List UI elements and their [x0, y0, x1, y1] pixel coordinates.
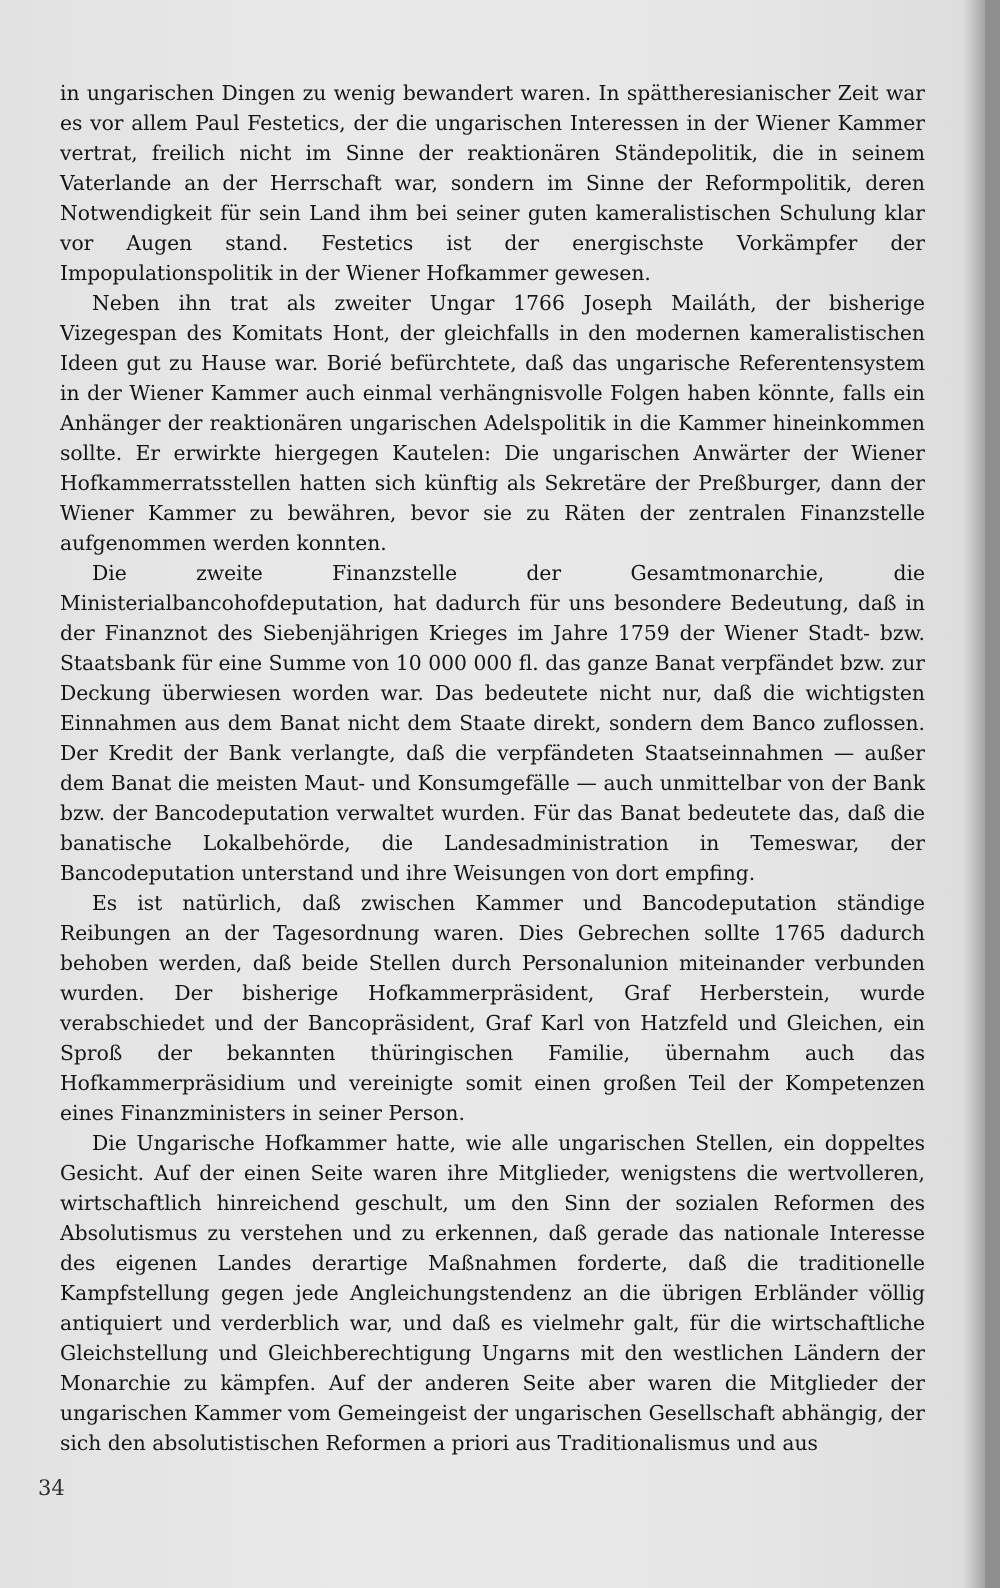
paragraph-1: in ungarischen Dingen zu wenig bewandert waren. In spättheresianischer Zeit war es vor allem Paul Festetics, der die ungarischen Interessen in der Wiener Kammer vertrat, freilich nicht im Sinne der reaktionären Ständepolitik, die in seinem Vaterlande an der Herrschaft war, sondern im Sinne der Reformpolitik, deren Notwendigkeit für sein Land ihm bei seiner guten kameralistischen Schulung klar vor Augen stand. Festetics ist der energischste Vorkämpfer der Impopulationspolitik in der Wiener Hofkammer gewesen. — [60, 81, 925, 285]
page-number: 34 — [38, 1476, 65, 1500]
body-text — [60, 78, 925, 1458]
paragraph-2: Neben ihn trat als zweiter Ungar 1766 Joseph Mailáth, der bisherige Vizegespan des Komitats Hont, der gleichfalls in den modernen kameralistischen Ideen gut zu Hause war. Borié befürchtete, daß das ungarische Referentensystem in der Wiener Kammer auch einmal verhängnisvolle Folgen haben könnte, falls ein Anhänger der reaktionären ungarischen Adelspolitik in die Kammer hineinkommen sollte. Er erwirkte hiergegen Kautelen: Die ungarischen Anwärter der Wiener Hofkammerratsstellen hatten sich künftig als Sekretäre der Preßburger, dann der Wiener Kammer zu bewähren, bevor sie zu Räten der zentralen Finanzstelle aufgenommen werden konnten. — [60, 291, 925, 555]
page-edge-shadow — [963, 0, 985, 1588]
paragraph-5: Die Ungarische Hofkammer hatte, wie alle ungarischen Stellen, ein doppeltes Gesicht. Auf der einen Seite waren ihre Mitglieder, wenigstens die wertvolleren, wirtschaftlich hinreichend geschult, um den Sinn der sozialen Reformen des Absolutismus zu verstehen und zu erkennen, daß gerade das nationale Interesse des eigenen Landes derartige Maßnahmen forderte, daß die traditionelle Kampfstellung gegen jede Angleichungstendenz an die übrigen Erbländer völlig antiquiert und verderblich war, und daß es vielmehr galt, für die wirtschaftliche Gleichstellung und Gleichberechtigung Ungarns mit den westlichen Ländern der Monarchie zu kämpfen. Auf der anderen Seite aber waren die Mitglieder der ungarischen Kammer vom Gemeingeist der ungarischen Gesellschaft abhängig, der sich den absolutistischen Reformen a priori aus Traditionalismus und aus — [60, 1131, 925, 1455]
paragraph-3: Die zweite Finanzstelle der Gesamtmonarchie, die Ministerialbancohofdeputation, hat dadurch für uns besondere Bedeutung, daß in der Finanznot des Siebenjährigen Krieges im Jahre 1759 der Wiener Stadt- bzw. Staatsbank für eine Summe von 10 000 000 fl. das ganze Banat verpfändet bzw. zur Deckung überwiesen worden war. Das bedeutete nicht nur, daß die wichtigsten Einnahmen aus dem Banat nicht dem Staate direkt, sondern dem Banco zuflossen. Der Kredit der Bank verlangte, daß die verpfändeten Staatseinnahmen — außer dem Banat die meisten Maut- und Konsumgefälle — auch unmittelbar von der Bank bzw. der Bancodeputation verwaltet wurden. Für das Banat bedeutete das, daß die banatische Lokalbehörde, die Landesadministration in Temeswar, der Bancodeputation unterstand und ihre Weisungen von dort empfing. — [60, 561, 925, 885]
paragraph-4: Es ist natürlich, daß zwischen Kammer und Bancodeputation ständige Reibungen an der Tagesordnung waren. Dies Gebrechen sollte 1765 dadurch behoben werden, daß beide Stellen durch Personalunion miteinander verbunden wurden. Der bisherige Hofkammerpräsident, Graf Herberstein, wurde verabschiedet und der Bancopräsident, Graf Karl von Hatzfeld und Gleichen, ein Sproß der bekannten thüringischen Familie, übernahm auch das Hofkammerpräsidium und vereinigte somit einen großen Teil der Kompetenzen eines Finanzministers in seiner Person. — [60, 891, 925, 1125]
